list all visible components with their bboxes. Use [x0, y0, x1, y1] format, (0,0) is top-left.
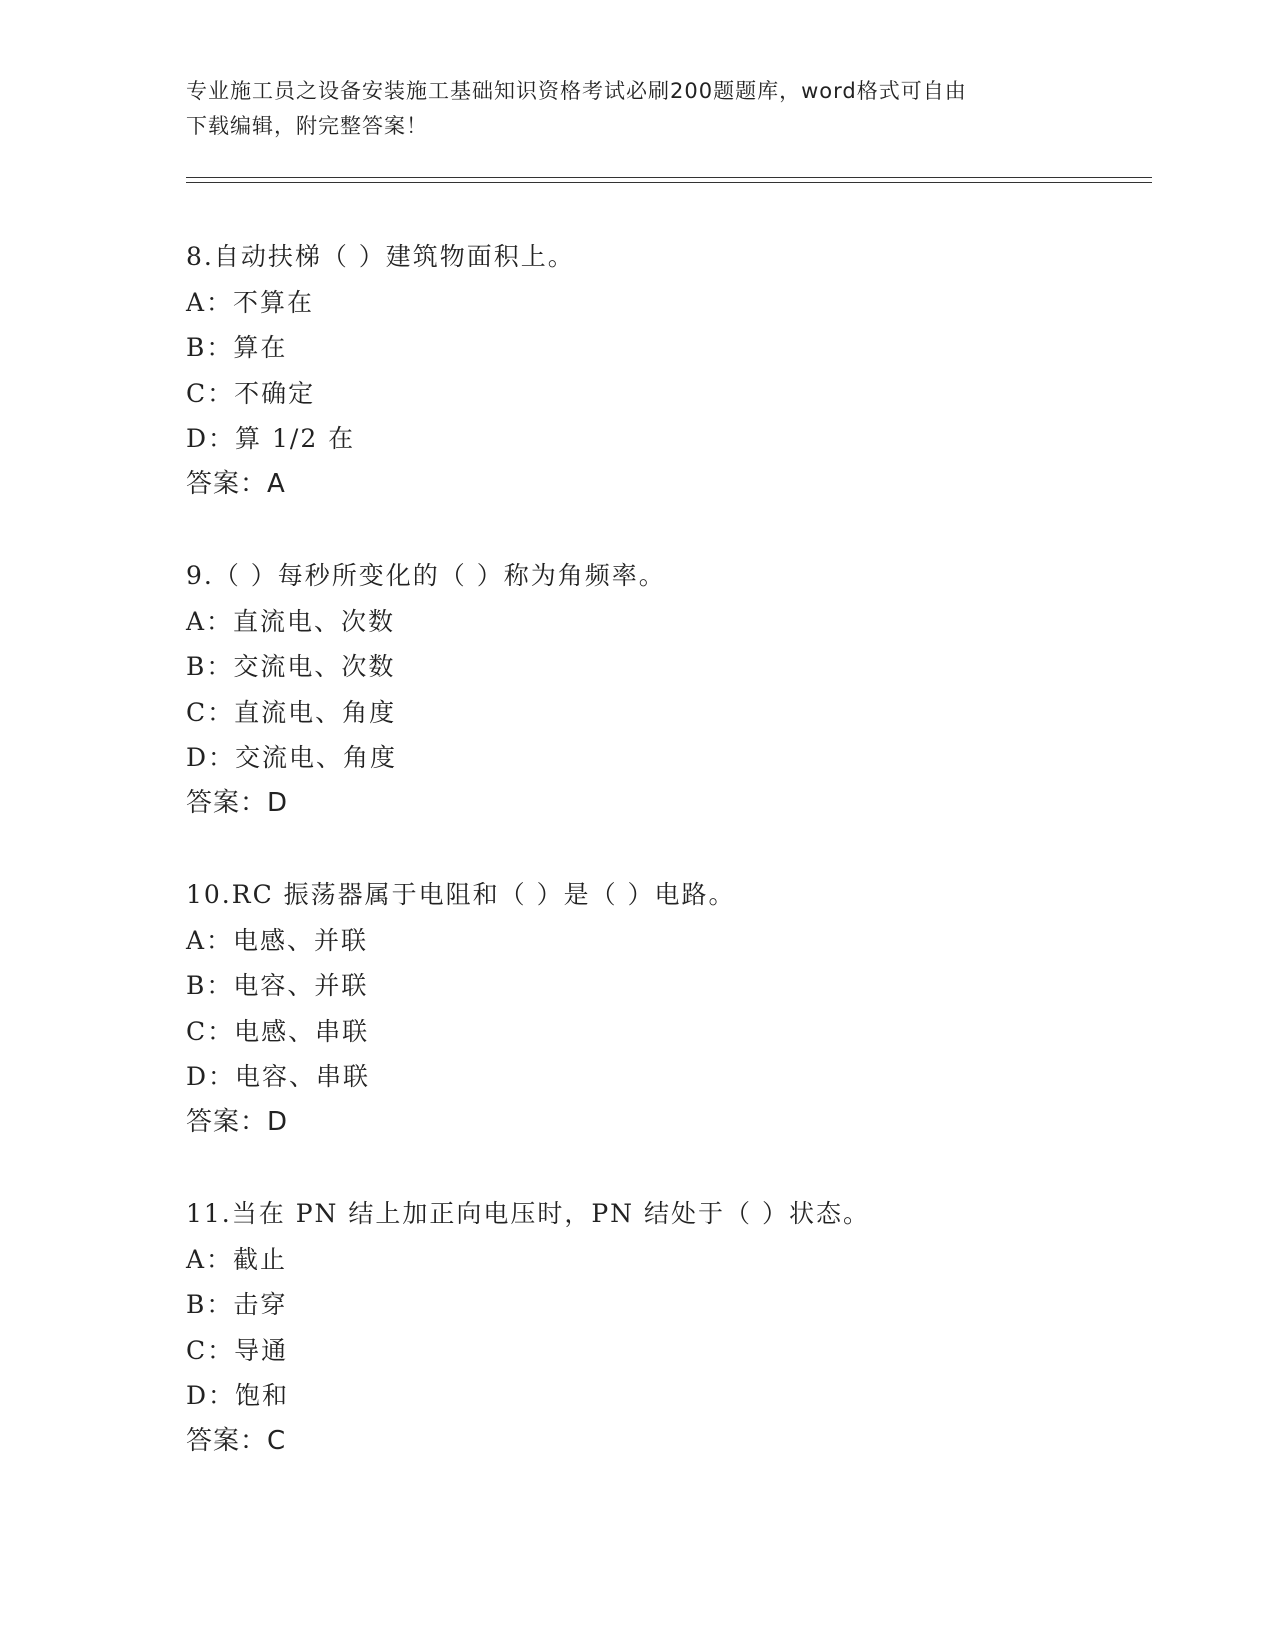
- answer-line: 答案：D: [186, 1106, 289, 1137]
- option-c: C：电感、串联: [186, 1016, 370, 1046]
- option-d: D：饱和: [186, 1381, 290, 1410]
- option-b: B：击穿: [186, 1290, 288, 1319]
- question-list: [186, 234, 1152, 1510]
- header-line-1: 专业施工员之设备安装施工基础知识资格考试必刷200题题库，word格式可自由: [186, 79, 967, 103]
- question-stem: 9.（ ）每秒所变化的（ ）称为角频率。: [186, 561, 666, 590]
- header-rule-bottom: [186, 182, 1152, 183]
- question-8: [186, 234, 1152, 553]
- answer-line: 答案：A: [186, 468, 286, 499]
- option-c: C：直流电、角度: [186, 697, 397, 727]
- option-a: A：截止: [186, 1244, 288, 1274]
- option-c: C：不确定: [186, 378, 316, 408]
- header-rule-top: [186, 177, 1152, 178]
- option-b: B：算在: [186, 333, 288, 362]
- option-d: D：算 1/2 在: [186, 424, 356, 453]
- answer-line: 答案：C: [186, 1425, 287, 1456]
- question-stem: 11.当在 PN 结上加正向电压时，PN 结处于（ ）状态。: [186, 1199, 870, 1228]
- option-d: D：电容、串联: [186, 1062, 371, 1091]
- answer-line: 答案：D: [186, 787, 289, 818]
- option-b: B：交流电、次数: [186, 652, 396, 681]
- option-c: C：导通: [186, 1335, 289, 1365]
- question-stem: 10.RC 振荡器属于电阻和（ ）是（ ）电路。: [186, 880, 736, 909]
- document-header: [186, 74, 1066, 144]
- option-a: A：直流电、次数: [186, 606, 396, 636]
- question-10: [186, 872, 1152, 1191]
- header-line-2: 下载编辑，附完整答案！: [186, 114, 428, 138]
- question-11: [186, 1191, 1152, 1510]
- question-9: [186, 553, 1152, 872]
- option-a: A：不算在: [186, 287, 315, 317]
- option-d: D：交流电、角度: [186, 743, 398, 772]
- option-b: B：电容、并联: [186, 971, 369, 1000]
- question-stem: 8.自动扶梯（ ）建筑物面积上。: [186, 242, 575, 271]
- option-a: A：电感、并联: [186, 925, 369, 955]
